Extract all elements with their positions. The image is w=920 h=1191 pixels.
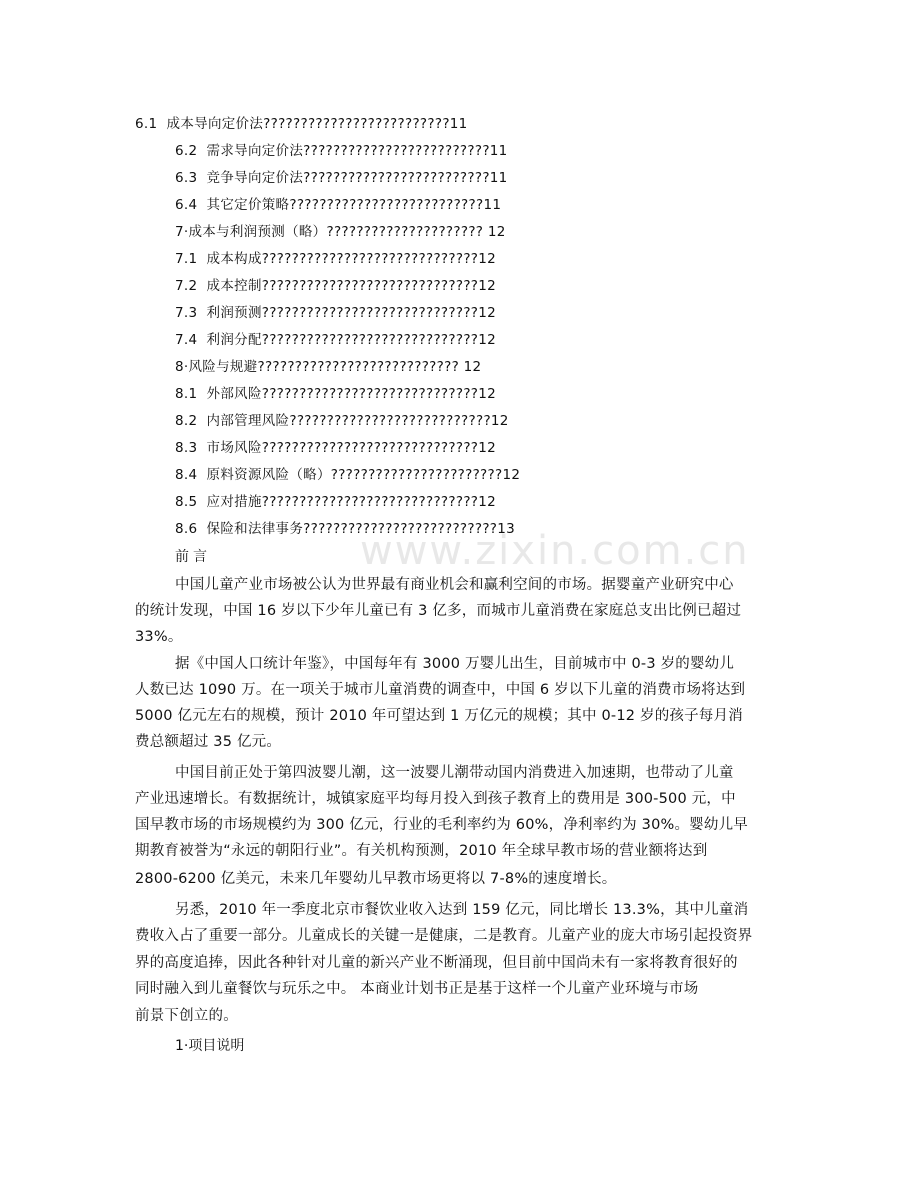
toc-entry-8-3[interactable]: 8.3 市场风险?????????????????????????????12 [175,440,497,456]
toc-entry-7-1[interactable]: 7.1 成本构成?????????????????????????????12 [175,251,497,267]
toc-entry-7[interactable]: 7·成本与利润预测（略）????????????????????? 12 [175,224,506,240]
paragraph-line: 产业迅速增长。有数据统计，城镇家庭平均每月投入到孩子教育上的费用是 300-500 元，中 [135,791,736,807]
toc-entry-8[interactable]: 8·风险与规避??????????????????????????? 12 [175,359,482,375]
paragraph-line: 的统计发现，中国 16 岁以下少年儿童已有 3 亿多，而城市儿童消费在家庭总支出比例已超过 [135,603,742,619]
paragraph-line: 费总额超过 35 亿元。 [135,734,282,750]
paragraph-line: 人数已达 1090 万。在一项关于城市儿童消费的调查中，中国 6 岁以下儿童的消费市场将达到 [135,682,746,698]
paragraph-line: 2800-6200 亿美元，未来几年婴幼儿早教市场更将以 7-8%的速度增长。 [135,871,617,887]
paragraph-line: 界的高度追捧，因此各种针对儿童的新兴产业不断涌现，但目前中国尚未有一家将教育很好的 [135,955,738,971]
paragraph-line: 据《中国人口统计年鉴》，中国每年有 3000 万婴儿出生，目前城市中 0-3 岁的婴幼儿 [175,656,735,672]
paragraph-line: 费收入占了重要一部分。儿童成长的关键一是健康，二是教育。儿童产业的庞大市场引起投资界 [135,928,753,944]
toc-entry-8-4[interactable]: 8.4 原料资源风险（略）???????????????????????12 [175,467,521,483]
toc-entry-6-3[interactable]: 6.3 竞争导向定价法?????????????????????????11 [175,170,508,186]
paragraph-line: 期教育被誉为“永远的朝阳行业”。有关机构预测，2010 年全球早教市场的营业额将达到 [135,843,708,859]
section-title-project-description: 1·项目说明 [175,1038,245,1054]
paragraph-line: 同时融入到儿童餐饮与玩乐之中。 本商业计划书正是基于这样一个儿童产业环境与市场 [135,981,699,997]
toc-entry-8-1[interactable]: 8.1 外部风险?????????????????????????????12 [175,386,497,402]
toc-entry-7-2[interactable]: 7.2 成本控制?????????????????????????????12 [175,278,497,294]
watermark: www.zixin.com.cn [360,528,750,574]
paragraph-line: 国早教市场的市场规模约为 300 亿元，行业的毛利率约为 60%，净利率约为 30%。婴幼儿早 [135,817,748,833]
paragraph-line: 33%。 [135,629,183,645]
toc-entry-7-3[interactable]: 7.3 利润预测?????????????????????????????12 [175,305,497,321]
preface-heading: 前言 [175,549,211,565]
paragraph-line: 另悉，2010 年一季度北京市餐饮业收入达到 159 亿元，同比增长 13.3%，其中儿童消 [175,902,749,918]
paragraph-line: 5000 亿元左右的规模，预计 2010 年可望达到 1 万亿元的规模；其中 0-12 岁的孩子每月消 [135,708,743,724]
paragraph-line: 前景下创立的。 [135,1008,238,1024]
toc-entry-6-1[interactable]: 6.1 成本导向定价法?????????????????????????11 [135,116,468,132]
toc-entry-8-5[interactable]: 8.5 应对措施?????????????????????????????12 [175,494,497,510]
paragraph-line: 中国目前正处于第四波婴儿潮，这一波婴儿潮带动国内消费进入加速期，也带动了儿童 [175,765,734,781]
toc-entry-8-6[interactable]: 8.6 保险和法律事务??????????????????????????13 [175,521,516,537]
toc-entry-7-4[interactable]: 7.4 利润分配?????????????????????????????12 [175,332,497,348]
toc-entry-6-4[interactable]: 6.4 其它定价策略??????????????????????????11 [175,197,502,213]
toc-entry-8-2[interactable]: 8.2 内部管理风险???????????????????????????12 [175,413,509,429]
toc-entry-6-2[interactable]: 6.2 需求导向定价法?????????????????????????11 [175,143,508,159]
paragraph-line: 中国儿童产业市场被公认为世界最有商业机会和赢利空间的市场。据婴童产业研究中心 [175,577,734,593]
